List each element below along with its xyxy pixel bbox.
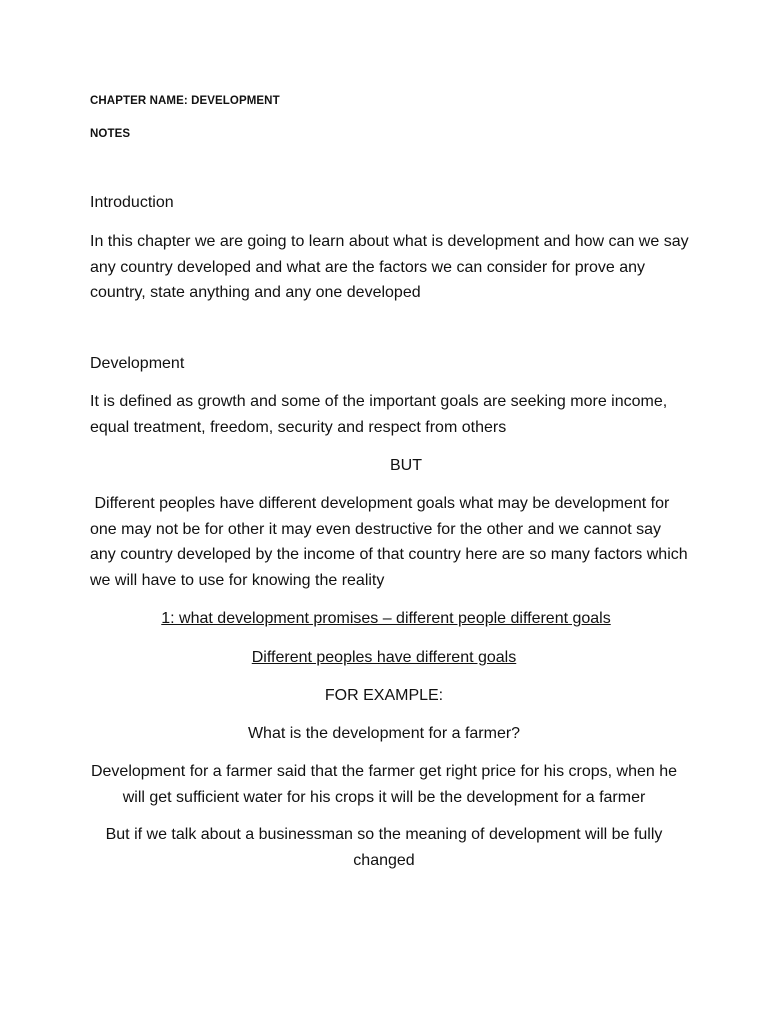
section-1-heading: 1: what development promises – different people different goals — [161, 610, 611, 627]
chapter-name: CHAPTER NAME: DEVELOPMENT — [90, 95, 280, 107]
notes-label: NOTES — [90, 128, 131, 140]
goals-paragraph: Different peoples have different development goals what may be development for one may not be for other it may even destructive for the other and we cannot say any country developed by the income of that country here are so many factors which we will have to use for knowing the reality — [90, 495, 693, 589]
introduction-heading: Introduction — [90, 194, 174, 211]
farmer-question: What is the development for a farmer? — [247, 725, 521, 742]
but-label: BUT — [390, 457, 422, 474]
farmer-answer: Development for a farmer said that the farmer get right price for his crops, when he will get sufficient water for his crops it will be the development for a farmer — [90, 763, 678, 806]
businessman-paragraph: But if we talk about a businessman so the meaning of development will be fully changed — [105, 826, 663, 869]
for-example-label: FOR EXAMPLE: — [324, 687, 444, 704]
development-heading: Development — [90, 355, 185, 372]
development-paragraph: It is defined as growth and some of the important goals are seeking more income, equal treatment, freedom, security and respect from others — [90, 393, 668, 436]
introduction-paragraph: In this chapter we are going to learn about what is development and how can we say any country developed and what are the factors we can consider for prove any country, state anything and any one developed — [90, 233, 689, 301]
section-1-subheading: Different peoples have different goals — [251, 649, 517, 666]
